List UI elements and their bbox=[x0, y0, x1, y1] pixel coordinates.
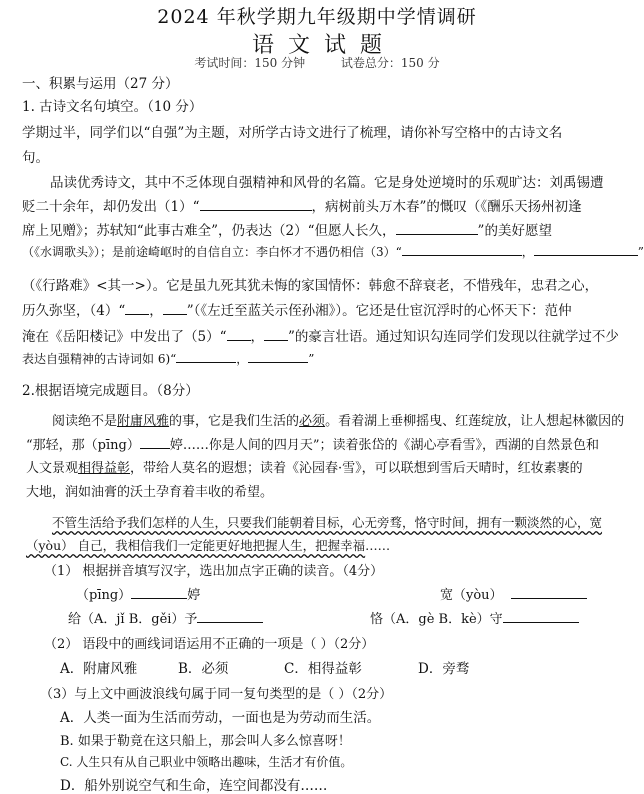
q1-p2: 贬二十余年，却仍发出（1）“ ，病树前头万木春”的慨叹（《酬乐天扬州初逢 bbox=[22, 199, 582, 215]
q2-s1-ke: 恪（A．gè B．kè）守 bbox=[370, 608, 579, 627]
exam-title: 2024 年秋学期九年级期中学情调研 bbox=[157, 6, 477, 28]
q2-s3-opt-d[interactable]: D．船外别说空气和生命，连空间都没有…… bbox=[60, 778, 328, 794]
blank-4a[interactable] bbox=[125, 302, 149, 315]
q2-r2: “那轻，那（pīng） 婷……你是人间的四月天”；读着张岱的《湖心亭看雪》，西湖的自然景色和 bbox=[26, 438, 599, 453]
blank-s1-ke[interactable] bbox=[503, 610, 579, 623]
q2-s2-title: （2） 语段中的画线词语运用不正确的一项是（ ）（2分） bbox=[44, 637, 375, 652]
blank-4b[interactable] bbox=[163, 302, 187, 315]
blank-ping[interactable] bbox=[140, 436, 170, 449]
q1-title: 1. 古诗文名句填空。（10 分） bbox=[22, 99, 203, 115]
q2-title: 2.根据语境完成题目。（8分） bbox=[22, 383, 199, 399]
q1-intro-b: 句。 bbox=[22, 150, 49, 166]
blank-3b[interactable] bbox=[534, 243, 638, 256]
q1-intro-a: 学期过半，同学们以“自强”为主题，对所学古诗文进行了梳理，请你补写空格中的古诗文名 bbox=[22, 125, 563, 141]
exam-total: 试卷总分：150 分 bbox=[340, 56, 440, 70]
q1-p7: 淹在《岳阳楼记》中发出了（5）“ ， ”的豪言壮语。通过知识勾连同学们发现以往就学过不少 bbox=[22, 329, 619, 345]
q1-p8: 表达自强精神的古诗词如 6)“ ， ” bbox=[22, 352, 315, 366]
q1-p4: （《水调歌头》）；是前途崎岖时的自信自立：李白怀才不遇仍相信（3）“ ， ” bbox=[22, 245, 644, 259]
blank-5b[interactable] bbox=[264, 328, 288, 341]
q1-p1: 品读优秀诗文，其中不乏体现自强精神和风骨的名篇。它是身处逆境时的乐观旷达：刘禹锡遭 bbox=[50, 175, 604, 191]
blank-6a[interactable] bbox=[176, 350, 236, 363]
q2-s1-ping: （pīng） 婷 bbox=[76, 588, 201, 603]
q2-s2-opt-b[interactable]: B．必须 bbox=[178, 661, 229, 677]
exam-meta bbox=[0, 54, 634, 71]
blank-s1-you[interactable] bbox=[511, 586, 587, 599]
q2-s3-opt-a[interactable]: A．人类一面为生活而劳动，一面也是为劳动而生活。 bbox=[60, 710, 381, 726]
q2-s1-title: （1） 根据拼音填写汉字，选出加点字正确的读音。（4分） bbox=[44, 564, 384, 579]
blank-s1-gei[interactable] bbox=[197, 610, 263, 623]
q2-s2-opt-c[interactable]: C．相得益彰 bbox=[284, 661, 362, 677]
exam-time: 考试时间：150 分钟 bbox=[194, 56, 306, 70]
q2-r6: （yòu） 自己，我相信我们一定能更好地把握人生，把握幸福…… bbox=[26, 538, 391, 553]
blank-5a[interactable] bbox=[227, 328, 251, 341]
q2-r1: 阅读绝不是附庸风雅的事，它是我们生活的必须。看着湖上垂柳摇曳、红莲绽放，让人想起林徽因的 bbox=[52, 414, 625, 429]
q2-s3-opt-b[interactable]: B. 如果于勒竟在这只船上，那会叫人多么惊喜呀！ bbox=[60, 734, 351, 749]
q2-r4: 大地，润如油膏的沃土孕育着丰收的希望。 bbox=[26, 485, 274, 500]
q2-r5: 不管生活给予我们怎样的人生，只要我们能朝着目标，心无旁骛，恪守时间，拥有一颗淡然的心，宽 bbox=[52, 515, 603, 530]
blank-6b[interactable] bbox=[248, 350, 308, 363]
blank-2[interactable] bbox=[396, 222, 478, 235]
blank-s1-ping[interactable] bbox=[131, 586, 187, 599]
q1-p5: （《行路难》<其一>）。它是虽九死其犹未悔的家国情怀：韩愈不辞衰老，不惜残年，忠君之心， bbox=[22, 278, 599, 294]
q1-p3: 席上见赠》；苏轼知“此事古难全”，仍表达（2）“但愿人长久， ”的美好愿望 bbox=[22, 223, 552, 239]
q2-s3-title: （3）与上文中画波浪线句属于同一复句类型的是（ ）（2分） bbox=[40, 687, 393, 702]
q2-s1-gei: 给（A．jǐ B．gěi）予 bbox=[68, 608, 263, 627]
q2-r3: 人文景观相得益彰，带给人莫名的遐想；读着《沁园春·雪》，可以联想到雪后天晴时，红妆素裹的 bbox=[26, 461, 583, 476]
subject-title: 语文试题 bbox=[251, 33, 396, 58]
blank-3a[interactable] bbox=[402, 243, 522, 256]
q2-s1-you: 宽（yòu） bbox=[440, 584, 587, 603]
q1-p6: 历久弥坚，（4）“ ， ”（《左迁至蓝关示侄孙湘》）。它还是仕宦沉浮时的心怀天下：范仲 bbox=[22, 303, 572, 319]
section-heading: 一、积累与运用（27 分） bbox=[22, 76, 179, 92]
q2-s2-opt-d[interactable]: D．旁骛 bbox=[418, 661, 470, 677]
blank-1[interactable] bbox=[200, 198, 312, 211]
q2-s3-opt-c[interactable]: C. 人生只有从自己职业中领略出趣味，生活才有价值。 bbox=[60, 755, 353, 769]
q2-s2-opt-a[interactable]: A．附庸风雅 bbox=[60, 661, 138, 677]
